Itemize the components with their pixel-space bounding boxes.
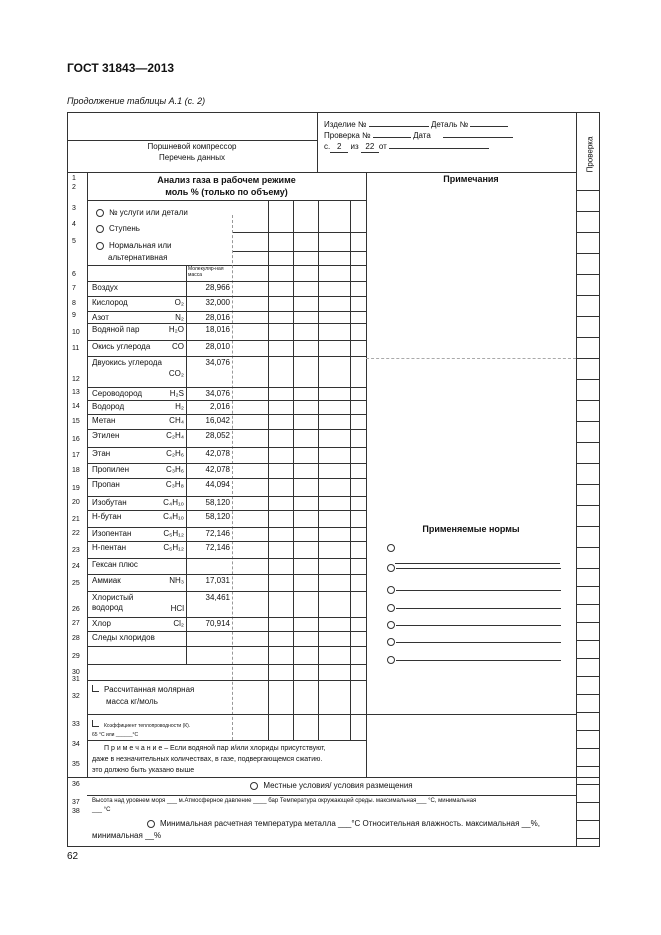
option-item[interactable] <box>96 241 172 250</box>
header-divider <box>317 112 318 172</box>
option-label: альтернативная <box>108 253 168 262</box>
row-number: 17 <box>72 452 80 459</box>
ambient-conditions <box>92 797 572 815</box>
row-divider <box>87 311 366 312</box>
proverka-cell[interactable] <box>576 784 600 785</box>
row-number: 36 <box>72 781 80 788</box>
page-header: ГОСТ 31843—2013 <box>67 61 175 75</box>
radio-icon[interactable] <box>147 820 155 828</box>
row-number: 10 <box>72 329 80 336</box>
thermal-conductivity-temp: 65 °С или ______°С <box>92 732 139 738</box>
norm-input-line[interactable] <box>396 625 561 626</box>
row-divider <box>87 296 366 297</box>
row-divider <box>87 429 366 430</box>
metal-temperature-line: Минимальная расчетная температура металла ___°С Относительная влажность. максимальная __%, <box>160 819 540 828</box>
proverka-cell[interactable] <box>576 658 600 659</box>
form-title <box>67 141 317 163</box>
proverka-cell[interactable] <box>576 547 600 548</box>
substance-name: Аммиак <box>92 576 121 585</box>
note-text <box>92 743 326 776</box>
molar-mass: 34,076 <box>205 389 230 398</box>
row-divider <box>87 496 366 497</box>
page-no-field[interactable]: 2 <box>330 141 348 153</box>
ambient-conditions-line: ___ °С <box>92 807 111 813</box>
substance-formula: N₂ <box>175 313 184 322</box>
row-divider <box>87 631 366 632</box>
row-divider <box>87 527 366 528</box>
molar-mass: 42,078 <box>205 465 230 474</box>
proverka-cell[interactable] <box>576 838 600 839</box>
molar-mass: 34,076 <box>205 358 230 367</box>
column-divider <box>87 172 88 777</box>
row-number: 6 <box>72 271 76 278</box>
substance-formula: C₃H₈ <box>165 480 184 489</box>
row-number: 27 <box>72 620 80 627</box>
proverka-cell[interactable] <box>576 253 600 254</box>
row-number: 37 <box>72 799 80 806</box>
molar-mass: 18,016 <box>205 325 230 334</box>
analysis-title-line: моль % (только по объему) <box>165 187 288 197</box>
proverka-cell[interactable] <box>576 568 600 569</box>
option-label: Ступень <box>109 224 140 233</box>
substance-formula: C₄H₁₀ <box>163 498 184 507</box>
row-divider <box>87 558 366 559</box>
radio-icon[interactable] <box>387 586 395 594</box>
detal-field[interactable] <box>470 126 508 127</box>
proverka-cell[interactable] <box>576 712 600 713</box>
molar-mass: 28,052 <box>205 431 230 440</box>
date-label: Дата <box>413 131 431 140</box>
local-conditions-label: Местные условия/ условия размещения <box>263 781 413 790</box>
row-divider <box>87 541 366 542</box>
proverka-cell[interactable] <box>576 505 600 506</box>
radio-icon[interactable] <box>96 242 104 250</box>
row-divider <box>87 463 366 464</box>
proverka-cell[interactable] <box>576 232 600 233</box>
option-item[interactable] <box>96 208 188 217</box>
substance-name: Изобутан <box>92 498 127 507</box>
row-divider <box>67 777 600 778</box>
substance-name: Сероводород <box>92 389 143 398</box>
row-number: 24 <box>72 563 80 570</box>
row-number: 15 <box>72 418 80 425</box>
radio-icon[interactable] <box>387 656 395 664</box>
row-divider <box>87 387 366 388</box>
notes-title: Примечания <box>443 174 499 184</box>
norm-input-line[interactable] <box>396 568 561 569</box>
row-divider <box>87 281 366 282</box>
row-number: 3 <box>72 205 76 212</box>
row-number: 38 <box>72 808 80 815</box>
row-number: 21 <box>72 516 80 523</box>
row-divider <box>87 574 366 575</box>
column-divider <box>186 265 187 664</box>
row-number-pair <box>72 798 80 816</box>
row-number: 5 <box>72 238 76 245</box>
substance-formula: C₂H₄ <box>166 431 184 440</box>
form-title-line: Перечень данных <box>159 153 225 162</box>
molar-mass: 70,914 <box>205 619 230 628</box>
substance-formula: H₂O <box>168 325 184 334</box>
radio-icon[interactable] <box>96 225 104 233</box>
calc-molar-mass <box>92 684 194 708</box>
row-divider <box>87 617 366 618</box>
substance-name: Двуокись углерода <box>92 358 162 367</box>
substance-name: Н-пентан <box>92 543 127 552</box>
izdelie-field[interactable] <box>369 126 429 127</box>
proverka-cell[interactable] <box>576 820 600 821</box>
row-divider <box>87 340 366 341</box>
molar-mass: 28,010 <box>205 342 230 351</box>
substance-name: Водород <box>92 402 125 411</box>
row-number: 30 <box>72 669 80 676</box>
page-prefix: с. <box>324 142 331 151</box>
substance-formula: HCl <box>170 604 184 613</box>
substance-name: Хлористый водород <box>92 593 134 612</box>
row-divider <box>87 795 576 796</box>
substance-name: Воздух <box>92 283 118 292</box>
note-line: это должно быть указано выше <box>92 767 195 774</box>
option-label: Нормальная или <box>109 241 172 250</box>
substance-name: Кислород <box>92 298 128 307</box>
row-number: 7 <box>72 285 76 292</box>
analysis-title-line: Анализ газа в рабочем режиме <box>157 175 296 185</box>
proverka-cell[interactable] <box>576 622 600 623</box>
row-divider <box>87 680 366 681</box>
row-divider <box>87 714 576 715</box>
norm-input-line[interactable] <box>395 563 560 564</box>
column-divider <box>366 172 367 777</box>
dashed-divider <box>366 358 576 359</box>
row-number: 2 <box>72 184 76 191</box>
thermal-conductivity-label: Коэффициент теплопроводности (К). <box>104 723 191 729</box>
proverka-cell[interactable] <box>576 295 600 296</box>
proverka-cell[interactable] <box>576 694 600 695</box>
radio-icon[interactable] <box>96 209 104 217</box>
molar-mass: 44,094 <box>205 480 230 489</box>
row-divider <box>87 664 366 665</box>
substance-formula: NH₃ <box>169 576 184 585</box>
proverka-cell[interactable] <box>576 358 600 359</box>
molar-mass: 28,966 <box>205 283 230 292</box>
row-number: 9 <box>72 312 76 319</box>
substance-name: Пропан <box>92 480 120 489</box>
proverka-cell[interactable] <box>576 211 600 212</box>
row-number: 20 <box>72 499 80 506</box>
proverka-cell[interactable] <box>576 586 600 587</box>
checkbox-icon[interactable] <box>92 685 99 692</box>
row-number: 13 <box>72 389 80 396</box>
local-conditions <box>87 781 576 790</box>
substance-name: Следы хлоридов <box>92 633 155 642</box>
substance-formula: C₃H₆ <box>165 465 184 474</box>
form-title-line: Поршневой компрессор <box>147 142 237 151</box>
molar-mass: 16,042 <box>205 416 230 425</box>
substance-name: Азот <box>92 313 109 322</box>
molar-mass: 2,016 <box>209 402 230 411</box>
row-divider <box>87 400 366 401</box>
substance-formula: H₂ <box>175 402 184 411</box>
row-divider <box>87 591 366 592</box>
proverka-cell[interactable] <box>576 748 600 749</box>
form-meta <box>324 119 513 153</box>
proverka-divider <box>576 112 577 847</box>
option-label: № услуги или детали <box>109 208 188 217</box>
mol-mass-header: Молекуляр-ная масса <box>188 266 224 278</box>
row-divider <box>87 646 366 647</box>
row-number: 26 <box>72 606 80 613</box>
substance-name: Гексан плюс <box>92 560 138 569</box>
proverka-cell[interactable] <box>576 316 600 317</box>
row-number: 1 <box>72 175 76 182</box>
from-field[interactable] <box>389 148 489 149</box>
proverka-label: Проверка <box>585 136 595 173</box>
norm-input-line[interactable] <box>396 608 561 609</box>
substance-formula: CH₄ <box>169 416 184 425</box>
option-item[interactable] <box>96 224 140 233</box>
substance-formula: Cl₂ <box>173 619 184 628</box>
option-item[interactable] <box>108 253 167 262</box>
row-divider <box>87 414 366 415</box>
molar-mass: 28,016 <box>205 313 230 322</box>
date-field[interactable] <box>443 137 513 138</box>
substance-name: Пропилен <box>92 465 129 474</box>
proverka-no-field[interactable] <box>373 137 411 138</box>
row-number: 19 <box>72 485 80 492</box>
row-number: 25 <box>72 580 80 587</box>
molar-mass: 17,031 <box>205 576 230 585</box>
proverka-cell[interactable] <box>576 640 600 641</box>
proverka-cell[interactable] <box>576 379 600 380</box>
row-number: 11 <box>72 345 80 352</box>
radio-icon[interactable] <box>387 621 395 629</box>
metal-temperature <box>92 818 574 842</box>
izdelie-label: Изделие № <box>324 120 367 129</box>
proverka-no-label: Проверка № <box>324 131 371 140</box>
molar-mass: 42,078 <box>205 449 230 458</box>
substance-name: Водяной пар <box>92 325 140 334</box>
proverka-cell[interactable] <box>576 421 600 422</box>
substance-formula: CO <box>172 342 184 351</box>
page-number: 62 <box>67 851 79 862</box>
proverka-cell[interactable] <box>576 730 600 731</box>
row-number: 29 <box>72 653 80 660</box>
substance-formula: CO₂ <box>168 369 184 378</box>
row-divider <box>87 447 366 448</box>
row-number: 12 <box>72 376 80 383</box>
proverka-cell[interactable] <box>576 337 600 338</box>
substance-name: Хлор <box>92 619 111 628</box>
table-caption: Продолжение таблицы А.1 (с. 2) <box>67 96 206 106</box>
row-number: 8 <box>72 300 76 307</box>
row-divider <box>87 478 366 479</box>
substance-formula: C₅H₁₂ <box>163 543 184 552</box>
row-number: 28 <box>72 635 80 642</box>
molar-mass: 72,146 <box>205 529 230 538</box>
row-divider <box>87 200 366 201</box>
proverka-cell[interactable] <box>576 463 600 464</box>
norm-input-line[interactable] <box>396 590 561 591</box>
row-divider <box>87 323 366 324</box>
substance-formula: C₂H₆ <box>166 449 184 458</box>
metal-temperature-line: минимальная __% <box>92 831 162 840</box>
row-number: 33 <box>72 721 80 728</box>
thermal-conductivity <box>92 720 190 740</box>
substance-formula: H₂S <box>169 389 184 398</box>
note-line: даже в незначительных количествах, в газе, подвергающемся сжатию. <box>92 756 323 763</box>
molar-mass: 58,120 <box>205 512 230 521</box>
ambient-conditions-line: Высота над уровнем моря ___ м.Атмосферное давление ____ бар Температура окружающей среды. максимальная___ °С, минимальная <box>92 798 477 804</box>
proverka-cell[interactable] <box>576 526 600 527</box>
row-number: 18 <box>72 467 80 474</box>
row-number: 14 <box>72 403 80 410</box>
row-number: 34 <box>72 741 80 748</box>
proverka-cell[interactable] <box>576 274 600 275</box>
row-number: 32 <box>72 693 80 700</box>
row-divider <box>87 510 366 511</box>
proverka-cell[interactable] <box>576 802 600 803</box>
calc-molar-mass-unit: масса кг/моль <box>106 697 158 706</box>
row-divider <box>87 740 366 741</box>
substance-formula: C₅H₁₂ <box>163 529 184 538</box>
radio-icon[interactable] <box>387 638 395 646</box>
calc-molar-mass-label: Рассчитанная молярная <box>104 685 195 694</box>
header-divider <box>67 172 576 173</box>
substance-name: Этилен <box>92 431 120 440</box>
substance-name: Изопентан <box>92 529 132 538</box>
proverka-cell[interactable] <box>576 766 600 767</box>
row-number: 31 <box>72 676 80 683</box>
row-divider <box>87 356 366 357</box>
substance-formula: C₄H₁₀ <box>163 512 184 521</box>
radio-icon[interactable] <box>387 544 395 552</box>
row-divider <box>232 232 366 233</box>
from-label: от <box>378 142 387 151</box>
radio-icon[interactable] <box>387 564 395 572</box>
analysis-title <box>87 174 366 198</box>
proverka-cell[interactable] <box>576 190 600 191</box>
proverka-cell[interactable] <box>576 484 600 485</box>
proverka-cell[interactable] <box>576 442 600 443</box>
row-number: 22 <box>72 530 80 537</box>
substance-name: Этан <box>92 449 111 458</box>
molar-mass: 58,120 <box>205 498 230 507</box>
molar-mass: 72,146 <box>205 543 230 552</box>
substance-name: Метан <box>92 416 116 425</box>
substance-name: Н-бутан <box>92 512 122 521</box>
proverka-cell[interactable] <box>576 604 600 605</box>
row-number: 23 <box>72 547 80 554</box>
radio-icon[interactable] <box>387 604 395 612</box>
molar-mass: 32,000 <box>205 298 230 307</box>
proverka-cell[interactable] <box>576 400 600 401</box>
note-line: П р и м е ч а н и е – Если водяной пар и/или хлориды присутствуют, <box>104 745 326 752</box>
norm-input-line[interactable] <box>396 642 561 643</box>
of-label: из <box>350 142 359 151</box>
row-number: 4 <box>72 221 76 228</box>
norms-title: Применяемые нормы <box>422 524 520 534</box>
radio-icon[interactable] <box>250 782 258 790</box>
norm-input-line[interactable] <box>396 660 561 661</box>
page-total-field[interactable]: 22 <box>361 141 379 153</box>
row-number: 16 <box>72 436 80 443</box>
checkbox-icon[interactable] <box>92 720 99 727</box>
substance-formula: O₂ <box>174 298 184 307</box>
substance-name: Окись углерода <box>92 342 151 351</box>
row-number: 35 <box>72 761 80 768</box>
row-number-pair <box>72 174 76 192</box>
molar-mass: 34,461 <box>205 593 230 602</box>
detal-label: Деталь № <box>430 120 469 129</box>
row-divider <box>232 251 366 252</box>
proverka-cell[interactable] <box>576 676 600 677</box>
